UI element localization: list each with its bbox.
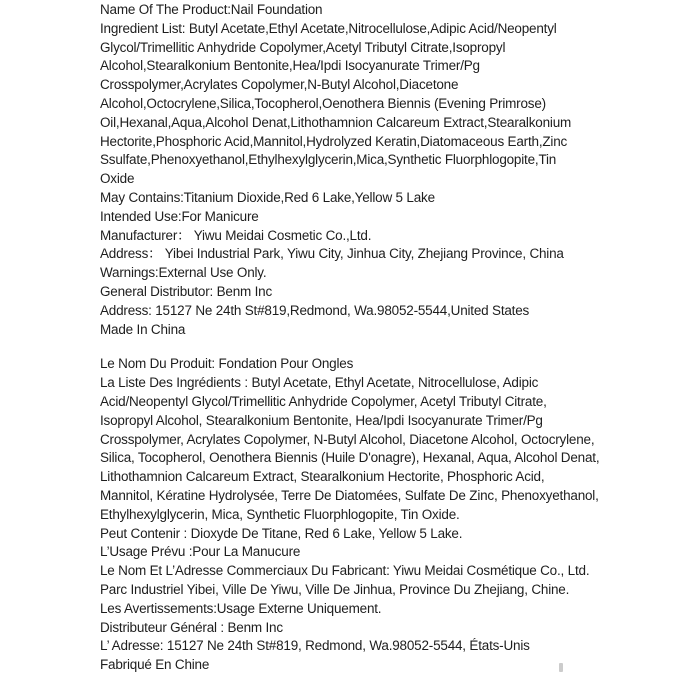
text-line: Isopropyl Alcohol, Stearalkonium Bentonite, Hea/Ipdi Isocyanurate Trimer/Pg — [100, 412, 543, 428]
text-line: Warnings:External Use Only. — [100, 265, 267, 281]
text-line: Distributeur Général : Benm Inc — [100, 619, 283, 635]
english-label-section — [100, 1, 679, 339]
text-line: Crosspolymer, Acrylates Copolymer, N-Butyl Alcohol, Diacetone Alcohol, Octocrylene, — [100, 431, 595, 447]
text-line: Name Of The Product:Nail Foundation — [100, 2, 323, 17]
text-line: May Contains:Titanium Dioxide,Red 6 Lake,Yellow 5 Lake — [100, 189, 435, 205]
text-line: Oil,Hexanal,Aqua,Alcohol Denat,Lithothamnion Calcareum Extract,Stearalkonium — [100, 114, 572, 130]
text-line: Le Nom Du Produit: Fondation Pour Ongles — [100, 356, 354, 372]
text-line: Fabriqué En Chine — [100, 657, 210, 673]
text-line: Hectorite,Phosphoric Acid,Mannitol,Hydrolyzed Keratin,Diatomaceous Earth,Zinc — [100, 133, 568, 149]
text-line: Crosspolymer,Acrylates Copolymer,N-Butyl Alcohol,Diacetone — [100, 77, 459, 93]
text-line: Manufacturer： Yiwu Meidai Cosmetic Co.,Ltd. — [100, 227, 372, 243]
text-line: Acid/Neopentyl Glycol/Trimellitic Anhydride Copolymer, Acetyl Tributyl Citrate, — [100, 393, 547, 409]
text-line: General Distributor: Benm Inc — [100, 283, 273, 299]
text-line: Ethylhexylglycerin, Mica, Synthetic Fluorphlogopite, Tin Oxide. — [100, 506, 460, 522]
text-line: Address: 15127 Ne 24th St#819,Redmond, Wa.98052-5544,United States — [100, 302, 530, 318]
text-line: Silica, Tocopherol, Oenothera Biennis (Huile D'onagre), Hexanal, Aqua, Alcohol Denat, — [100, 450, 600, 466]
text-line: Alcohol,Octocrylene,Silica,Tocopherol,Oenothera Biennis (Evening Primrose) — [100, 95, 546, 111]
text-line: Parc Industriel Yibei, Ville De Yiwu, Ville De Jinhua, Province Du Zhejiang, Chine. — [100, 581, 570, 597]
text-line: L’Usage Prévu :Pour La Manucure — [100, 544, 301, 560]
text-line: Address： Yibei Industrial Park, Yiwu City, Jinhua City, Zhejiang Province, China — [100, 246, 564, 262]
french-label-section — [100, 355, 679, 675]
smudge-artifact — [559, 663, 563, 672]
text-line: Peut Contenir : Dioxyde De Titane, Red 6 Lake, Yellow 5 Lake. — [100, 525, 463, 541]
text-line: Ingredient List: Butyl Acetate,Ethyl Acetate,Nitrocellulose,Adipic Acid/Neopentyl — [100, 20, 557, 36]
text-line: Made In China — [100, 321, 186, 337]
text-line: Les Avertissements:Usage Externe Uniquement. — [100, 600, 382, 616]
text-line: La Liste Des Ingrédients : Butyl Acetate, Ethyl Acetate, Nitrocellulose, Adipic — [100, 375, 539, 391]
text-line: L’ Adresse: 15127 Ne 24th St#819, Redmond, Wa.98052-5544, États-Unis — [100, 638, 530, 654]
text-line: Lithothamnion Calcareum Extract, Stearalkonium Hectorite, Phosphoric Acid, — [100, 469, 545, 485]
text-line: Glycol/Trimellitic Anhydride Copolymer,Acetyl Tributyl Citrate,Isopropyl — [100, 39, 506, 55]
text-line: Mannitol, Kératine Hydrolysée, Terre De Diatomées, Sulfate De Zinc, Phenoxyethanol, — [100, 487, 599, 503]
text-line: Oxide — [100, 171, 135, 187]
text-line: Ssulfate,Phenoxyethanol,Ethylhexylglycerin,Mica,Synthetic Fluorphlogopite,Tin — [100, 152, 557, 168]
text-line: Alcohol,Stearalkonium Bentonite,Hea/Ipdi Isocyanurate Trimer/Pg — [100, 58, 480, 74]
text-line: Intended Use:For Manicure — [100, 208, 259, 224]
text-line: Le Nom Et L’Adresse Commerciaux Du Fabricant: Yiwu Meidai Cosmétique Co., Ltd. — [100, 563, 590, 579]
